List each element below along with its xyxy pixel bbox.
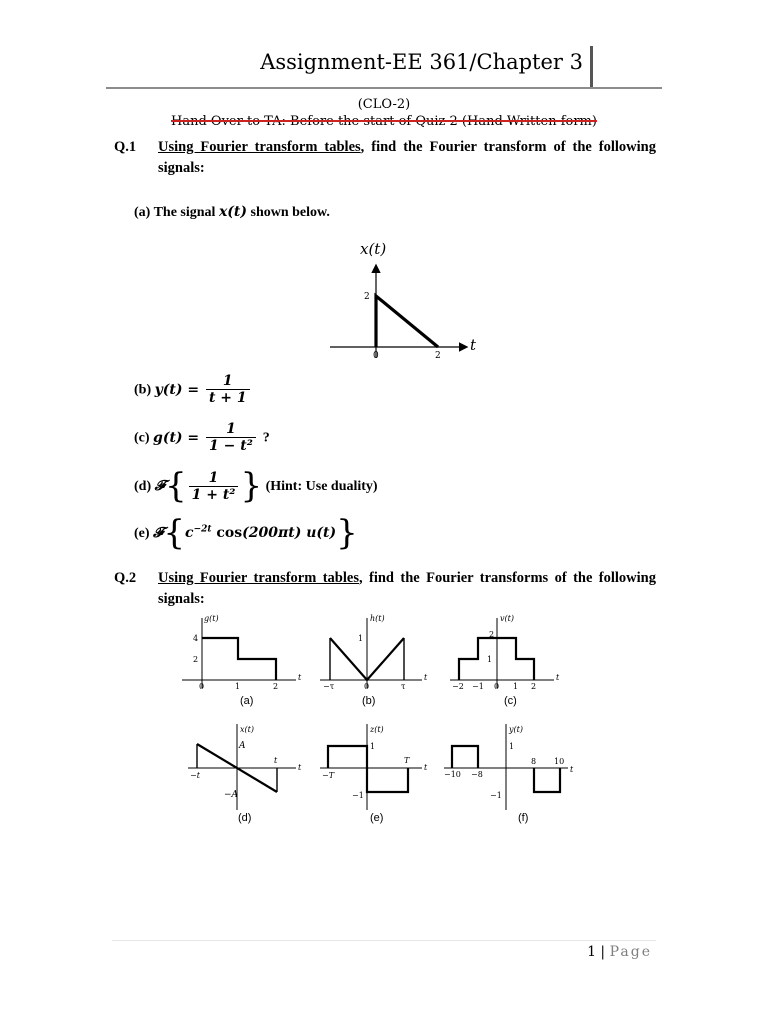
q2-subplot-c <box>446 610 576 710</box>
x-tick-2: 2 <box>435 351 441 361</box>
svg-text:t: t <box>424 763 428 772</box>
q2-rest: , find the Fourier transforms of the following signals: <box>158 570 656 607</box>
svg-text:h(t): h(t) <box>370 614 385 623</box>
header-rule <box>106 87 662 89</box>
page-number: 1 <box>587 944 596 960</box>
svg-text:−2: −2 <box>452 682 464 691</box>
svg-text:t: t <box>570 765 574 774</box>
svg-text:4: 4 <box>193 634 199 643</box>
svg-text:1: 1 <box>509 742 515 751</box>
svg-text:−1: −1 <box>472 682 484 691</box>
subplot-caption: (d) <box>238 812 252 824</box>
svg-text:x(t): x(t) <box>240 725 254 734</box>
x-axis-label: t <box>470 336 477 354</box>
q2-subplot-e <box>316 718 440 828</box>
svg-text:y(t): y(t) <box>509 725 523 734</box>
q1-part-c: (c) g(t) = $\frac{1}{\text{1 − t²}}$ ? <box>134 421 270 454</box>
q2-subplot-b <box>316 610 436 710</box>
q2-subplot-f <box>440 718 580 828</box>
q2-subplot-a <box>180 610 310 710</box>
signal-staircase <box>202 638 276 680</box>
q2-underlined: Using Fourier transform tables <box>158 570 359 586</box>
svg-text:2: 2 <box>273 682 279 691</box>
q1-part-b: (b) y(t) = $\frac{1}{t + 1}$ <box>134 373 252 406</box>
clo-label: (CLO-2) <box>357 97 411 112</box>
signal-bipolar-pulse <box>328 746 408 792</box>
header-accent-bar <box>590 46 593 88</box>
svg-text:τ: τ <box>401 682 406 691</box>
signal-negative-pulse <box>534 768 560 792</box>
svg-text:2: 2 <box>531 682 537 691</box>
q1-part-d: (d) 𝓕{ $\frac{1}{\text{1 + t²}}$ } (Hint: Use duality) <box>134 466 378 506</box>
subplot-caption: (c) <box>504 695 517 707</box>
svg-text:1: 1 <box>370 742 376 751</box>
handover-note: Hand Over to TA: Before the start of Quiz 2 (Hand Written form) <box>171 114 597 129</box>
svg-text:1: 1 <box>513 682 519 691</box>
signal-positive-pulse <box>452 746 478 768</box>
svg-text:−τ: −τ <box>323 682 335 691</box>
footer-rule <box>112 940 656 941</box>
svg-text:−t: −t <box>190 771 200 780</box>
math-b: y(t) = $\frac{1}{t + 1}$ <box>155 382 252 398</box>
q1-signal-figure <box>326 234 486 368</box>
x-tick-0: 0 <box>373 351 379 361</box>
svg-text:1: 1 <box>487 655 493 664</box>
svg-text:2: 2 <box>193 655 199 664</box>
document-title: Assignment-EE 361/Chapter 3 <box>260 50 583 74</box>
svg-text:A: A <box>239 741 246 751</box>
svg-text:2: 2 <box>489 630 495 639</box>
math-c: g(t) = $\frac{1}{\text{1 − t²}}$ <box>153 430 263 446</box>
svg-text:t: t <box>274 756 278 765</box>
svg-text:0: 0 <box>364 682 370 691</box>
svg-text:0: 0 <box>199 682 205 691</box>
svg-text:t: t <box>556 673 560 682</box>
y-tick: 2 <box>364 292 370 302</box>
math-x-of-t: x(t) <box>218 204 247 220</box>
svg-text:g(t): g(t) <box>204 614 219 623</box>
svg-text:t: t <box>298 763 302 772</box>
q1-text <box>158 137 656 179</box>
signal-ramp <box>376 296 438 347</box>
q2-subplot-d <box>184 718 314 828</box>
svg-text:−8: −8 <box>471 770 483 779</box>
svg-text:−10: −10 <box>444 770 461 779</box>
svg-text:−T: −T <box>322 771 335 780</box>
q1-part-a: (a) The signal x(t) shown below. <box>134 204 330 220</box>
q1-part-e: (e) $𝓕\{c^{-2t}$ cos(200πt) u(t)} <box>134 513 358 553</box>
math-d: 𝓕{ $\frac{1}{\text{1 + t²}}$ } <box>154 466 263 506</box>
page-word: Page <box>609 944 652 960</box>
svg-text:t: t <box>298 673 302 682</box>
svg-text:8: 8 <box>531 757 537 766</box>
svg-text:−1: −1 <box>352 791 364 800</box>
svg-text:v(t): v(t) <box>500 614 514 623</box>
svg-text:0: 0 <box>494 682 500 691</box>
q1-number: Q.1 <box>114 139 137 155</box>
svg-text:1: 1 <box>358 634 364 643</box>
q2-text <box>158 568 656 610</box>
page-footer: 1 | Page <box>587 944 652 960</box>
svg-text:T: T <box>404 756 410 765</box>
subplot-caption: (b) <box>362 695 376 707</box>
math-e: $𝓕\{c^{-2t}$ cos(200πt) u(t)} <box>153 513 358 553</box>
q2-number: Q.2 <box>114 570 137 586</box>
svg-text:z(t): z(t) <box>370 725 384 734</box>
svg-text:t: t <box>424 673 428 682</box>
svg-text:1: 1 <box>235 682 241 691</box>
subplot-caption: (a) <box>240 695 254 707</box>
svg-text:10: 10 <box>554 757 565 766</box>
svg-text:−A: −A <box>224 790 239 800</box>
q1-rest: , find the Fourier transform of the following signals: <box>158 139 656 176</box>
svg-text:−1: −1 <box>490 791 502 800</box>
y-axis-label: x(t) <box>360 240 387 258</box>
subplot-caption: (e) <box>370 812 384 824</box>
subplot-caption: (f) <box>518 812 529 824</box>
q1-underlined: Using Fourier transform tables <box>158 139 361 155</box>
